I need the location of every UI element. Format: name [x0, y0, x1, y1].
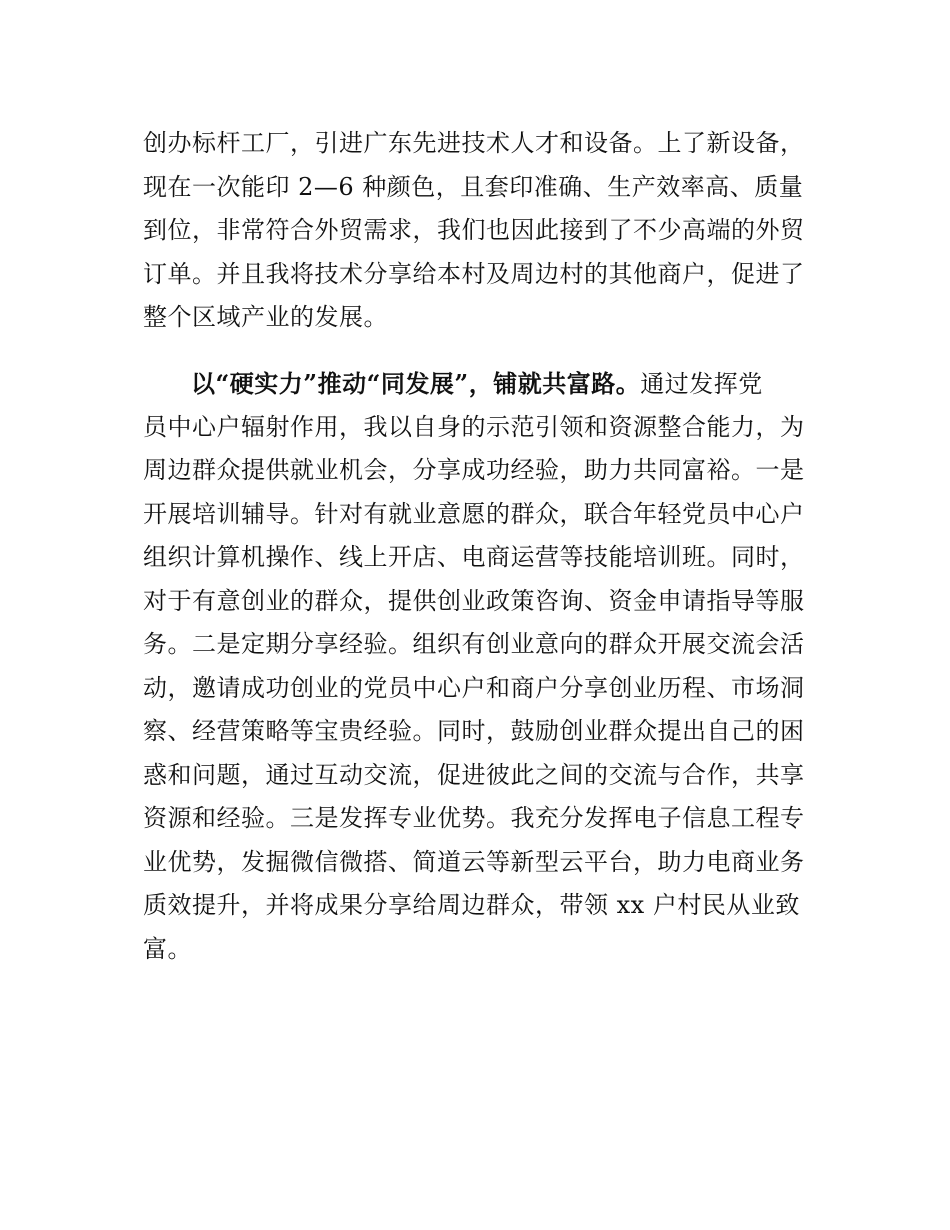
text-line: 惑和问题，通过互动交流，促进彼此之间的交流与合作，共享 [143, 760, 805, 789]
text-line: 周边群众提供就业机会，分享成功经验，助力共同富裕。一是 [143, 456, 805, 484]
text-line: 动，邀请成功创业的党员中心户和商户分享创业历程、市场洞 [143, 673, 805, 702]
text-line: 员中心户辐射作用，我以自身的示范引领和资源整合能力，为 [143, 412, 805, 441]
paragraph-1 [143, 122, 811, 340]
text-line: 到位，非常符合外贸需求，我们也因此接到了不少高端的外贸 [143, 216, 805, 244]
text-line: 订单。并且我将技术分享给本村及周边村的其他商户，促进了 [143, 259, 805, 288]
text-line: 察、经营策略等宝贵经验。同时，鼓励创业群众提出自己的困 [143, 717, 805, 745]
text-line: 质效提升，并将成果分享给周边群众，带领 xx 户村民从业致 [143, 891, 800, 919]
paragraph-2-first-line [143, 362, 811, 406]
text-line: 富。 [143, 934, 192, 963]
text-line: 组织计算机操作、线上开店、电商运营等技能培训班。同时， [143, 543, 805, 571]
text-line: 创办标杆工厂，引进广东先进技术人才和设备。上了新设备， [143, 129, 805, 157]
paragraph-2 [143, 362, 811, 971]
text-line: 整个区域产业的发展。 [143, 303, 388, 331]
text-line: 资源和经验。三是发挥专业优势。我充分发挥电子信息工程专 [143, 804, 805, 832]
text-line: 开展培训辅导。针对有就业意愿的群众，联合年轻党员中心户 [143, 499, 805, 528]
text-line: 现在一次能印 2—6 种颜色，且套印准确、生产效率高、质量 [143, 172, 804, 201]
paragraph-heading: 以“硬实力”推动“同发展”，铺就共富路。 [191, 369, 641, 398]
text-line: 对于有意创业的群众，提供创业政策咨询、资金申请指导等服 [143, 586, 805, 615]
text-fragment: 通过发挥党 [640, 370, 763, 398]
text-line: 业优势，发掘微信微搭、简道云等新型云平台，助力电商业务 [143, 847, 805, 876]
text-line: 务。二是定期分享经验。组织有创业意向的群众开展交流会活 [143, 630, 805, 658]
